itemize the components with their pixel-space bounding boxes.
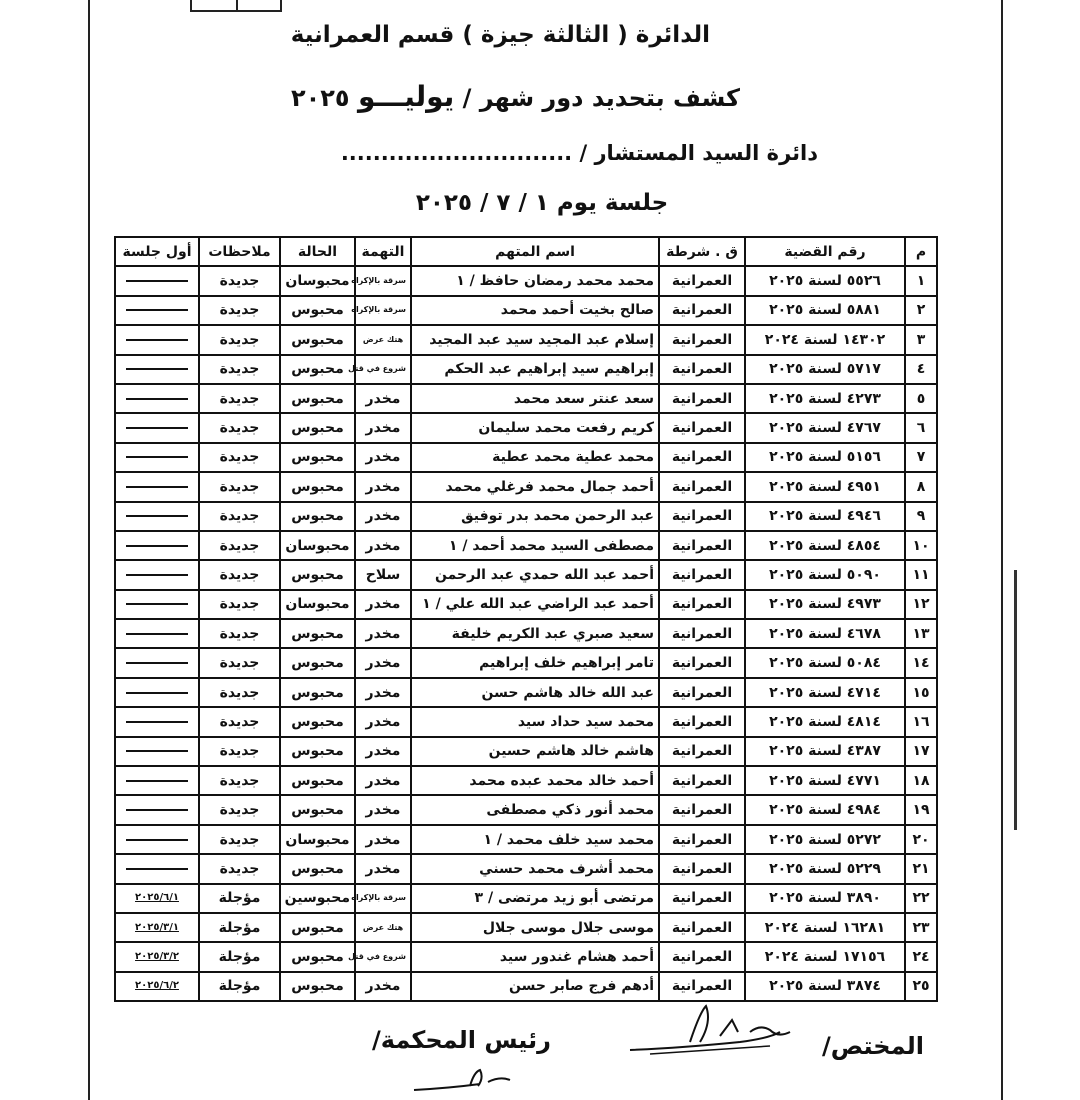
cell-status: محبوس [280,325,355,354]
cell-charge: مخدر [355,619,411,648]
cell-status: محبوسان [280,590,355,619]
cell-charge: مخدر [355,502,411,531]
cell-charge: هتك عرض [355,913,411,942]
cell-police-station: العمرانية [659,472,745,501]
cell-case-number: ٥١٥٦ لسنة ٢٠٢٥ [745,443,905,472]
cell-first-session [115,648,199,677]
table-row [115,472,937,501]
cell-notes: جديدة [199,325,280,354]
table-row [115,942,937,971]
cell-notes: جديدة [199,531,280,560]
cell-case-number: ٣٨٩٠ لسنة ٢٠٢٥ [745,884,905,913]
cell-row-index: ١١ [905,560,937,589]
table-row [115,619,937,648]
table-row [115,502,937,531]
cell-police-station: العمرانية [659,619,745,648]
cell-row-index: ١٠ [905,531,937,560]
cell-first-session [115,678,199,707]
table-row [115,795,937,824]
cell-case-number: ٥٢٢٩ لسنة ٢٠٢٥ [745,854,905,883]
cell-row-index: ٥ [905,384,937,413]
roster-title-prefix: كشف بتحديد دور شهر / [462,84,740,112]
cell-row-index: ١ [905,266,937,295]
cell-police-station: العمرانية [659,825,745,854]
page-right-border [1001,0,1003,1100]
cell-notes: جديدة [199,737,280,766]
cell-defendant-name: محمد سيد حداد سيد [411,707,659,736]
cell-row-index: ١٣ [905,619,937,648]
empty-dash [126,280,188,282]
cell-status: محبوسان [280,825,355,854]
cell-defendant-name: أحمد عبد الله حمدي عبد الرحمن [411,560,659,589]
cell-notes: مؤجلة [199,942,280,971]
cell-case-number: ٤٣٨٧ لسنة ٢٠٢٥ [745,737,905,766]
empty-dash [126,780,188,782]
cell-row-index: ١٤ [905,648,937,677]
cell-charge: مخدر [355,854,411,883]
cell-case-number: ٥٨٨١ لسنة ٢٠٢٥ [745,296,905,325]
cell-notes: جديدة [199,355,280,384]
cell-defendant-name: محمد أنور ذكي مصطفى [411,795,659,824]
empty-dash [126,486,188,488]
cell-status: محبوس [280,560,355,589]
table-row [115,443,937,472]
cell-status: محبوس [280,355,355,384]
table-row [115,913,937,942]
cell-charge: مخدر [355,443,411,472]
cell-defendant-name: أحمد هشام غندور سيد [411,942,659,971]
cell-row-index: ١٨ [905,766,937,795]
cell-police-station: العمرانية [659,384,745,413]
cell-notes: جديدة [199,413,280,442]
cell-charge: مخدر [355,678,411,707]
table-body [115,266,937,1001]
cell-police-station: العمرانية [659,531,745,560]
cell-row-index: ٧ [905,443,937,472]
cell-case-number: ٤٢٧٣ لسنة ٢٠٢٥ [745,384,905,413]
cell-defendant-name: مصطفى السيد محمد أحمد / ١ [411,531,659,560]
empty-dash [126,368,188,370]
cell-charge: مخدر [355,972,411,1001]
cell-defendant-name: سعد عنتر سعد محمد [411,384,659,413]
cell-row-index: ٩ [905,502,937,531]
cell-notes: جديدة [199,619,280,648]
cell-case-number: ٤٧٦٧ لسنة ٢٠٢٥ [745,413,905,442]
empty-dash [126,456,188,458]
empty-dash [126,721,188,723]
specialist-signature-label: المختص/ [822,1032,924,1060]
col-header-notes: ملاحظات [199,237,280,266]
cell-notes: جديدة [199,443,280,472]
cell-first-session [115,854,199,883]
cell-case-number: ١٦٢٨١ لسنة ٢٠٢٤ [745,913,905,942]
cell-police-station: العمرانية [659,737,745,766]
cell-row-index: ٤ [905,355,937,384]
cell-charge: مخدر [355,413,411,442]
cell-police-station: العمرانية [659,560,745,589]
cell-notes: جديدة [199,472,280,501]
table-row [115,531,937,560]
cell-row-index: ٢٢ [905,884,937,913]
cell-row-index: ٢٥ [905,972,937,1001]
cell-first-session [115,384,199,413]
cell-police-station: العمرانية [659,266,745,295]
cell-charge: سرقة بالإكراه [355,296,411,325]
table-row [115,560,937,589]
empty-dash [126,515,188,517]
margin-mark [1014,570,1017,830]
empty-dash [126,339,188,341]
cell-status: محبوس [280,443,355,472]
cell-case-number: ٤٧٧١ لسنة ٢٠٢٥ [745,766,905,795]
table-row [115,325,937,354]
cell-notes: جديدة [199,590,280,619]
president-signature [410,1068,530,1098]
cases-table [114,236,938,1002]
specialist-signature [620,1002,820,1062]
cell-status: محبوس [280,619,355,648]
cell-first-session [115,325,199,354]
cell-first-session [115,296,199,325]
cell-charge: مخدر [355,707,411,736]
cell-charge: مخدر [355,737,411,766]
cell-notes: جديدة [199,384,280,413]
cell-defendant-name: سعيد صبري عبد الكريم خليفة [411,619,659,648]
cell-police-station: العمرانية [659,413,745,442]
cell-police-station: العمرانية [659,913,745,942]
cell-police-station: العمرانية [659,443,745,472]
table-row [115,413,937,442]
cell-case-number: ٤٩٧٣ لسنة ٢٠٢٥ [745,590,905,619]
table-row [115,854,937,883]
cell-first-session: ٢٠٢٥/٣/١ [115,913,199,942]
cell-police-station: العمرانية [659,296,745,325]
cell-first-session [115,619,199,648]
cell-case-number: ٣٨٧٤ لسنة ٢٠٢٥ [745,972,905,1001]
empty-dash [126,603,188,605]
cell-case-number: ٤٩٨٤ لسنة ٢٠٢٥ [745,795,905,824]
empty-dash [126,633,188,635]
cell-defendant-name: مرتضى أبو زيد مرتضى / ٣ [411,884,659,913]
cell-first-session: ٢٠٢٥/٦/١ [115,884,199,913]
cell-status: محبوس [280,913,355,942]
cell-status: محبوس [280,413,355,442]
cell-notes: جديدة [199,296,280,325]
cell-police-station: العمرانية [659,972,745,1001]
cell-first-session [115,560,199,589]
col-header-index: م [905,237,937,266]
cell-case-number: ٥٠٨٤ لسنة ٢٠٢٥ [745,648,905,677]
col-header-defendant-name: اسم المتهم [411,237,659,266]
cell-first-session [115,413,199,442]
cell-status: محبوس [280,972,355,1001]
col-header-case-number: رقم القضية [745,237,905,266]
col-header-status: الحالة [280,237,355,266]
cell-row-index: ٢٤ [905,942,937,971]
cell-notes: جديدة [199,678,280,707]
cell-case-number: ٤٩٥١ لسنة ٢٠٢٥ [745,472,905,501]
cell-row-index: ٢١ [905,854,937,883]
cell-row-index: ٦ [905,413,937,442]
empty-dash [126,427,188,429]
cell-status: محبوس [280,502,355,531]
cell-police-station: العمرانية [659,884,745,913]
cell-row-index: ١٩ [905,795,937,824]
cell-case-number: ٥٢٧٢ لسنة ٢٠٢٥ [745,825,905,854]
cell-row-index: ١٧ [905,737,937,766]
cell-charge: شروع في قتل [355,355,411,384]
cell-first-session [115,766,199,795]
empty-dash [126,692,188,694]
cell-row-index: ٢٠ [905,825,937,854]
cell-status: محبوس [280,384,355,413]
table-header-row [115,237,937,266]
cell-police-station: العمرانية [659,854,745,883]
roster-title [290,80,740,113]
cell-first-session [115,707,199,736]
cell-defendant-name: كريم رفعت محمد سليمان [411,413,659,442]
cell-police-station: العمرانية [659,707,745,736]
cell-first-session [115,443,199,472]
cell-status: محبوس [280,942,355,971]
page-left-border [88,0,90,1100]
judge-circuit-line: دائرة السيد المستشار / ............................. [340,141,818,165]
cell-first-session: ٢٠٢٥/٦/٢ [115,972,199,1001]
cell-status: محبوس [280,678,355,707]
cell-charge: مخدر [355,766,411,795]
cell-defendant-name: محمد محمد رمضان حافظ / ١ [411,266,659,295]
cell-case-number: ١٧١٥٦ لسنة ٢٠٢٤ [745,942,905,971]
cell-row-index: ١٦ [905,707,937,736]
cell-status: محبوس [280,648,355,677]
table-row [115,766,937,795]
cell-notes: جديدة [199,502,280,531]
cell-defendant-name: موسى جلال موسى جلال [411,913,659,942]
table-row [115,355,937,384]
table-row [115,296,937,325]
cell-first-session [115,266,199,295]
cell-case-number: ١٤٣٠٢ لسنة ٢٠٢٤ [745,325,905,354]
cell-charge: مخدر [355,472,411,501]
cell-notes: مؤجلة [199,972,280,1001]
empty-dash [126,545,188,547]
cell-notes: جديدة [199,266,280,295]
cell-defendant-name: محمد أشرف محمد حسني [411,854,659,883]
cell-notes: جديدة [199,560,280,589]
cell-first-session [115,590,199,619]
cell-status: محبوس [280,795,355,824]
cell-case-number: ٥٠٩٠ لسنة ٢٠٢٥ [745,560,905,589]
cell-notes: جديدة [199,766,280,795]
empty-dash [126,868,188,870]
cell-charge: هتك عرض [355,325,411,354]
empty-dash [126,574,188,576]
cell-defendant-name: أحمد جمال محمد فرغلي محمد [411,472,659,501]
cell-police-station: العمرانية [659,648,745,677]
cell-status: محبوس [280,707,355,736]
cell-first-session [115,502,199,531]
cell-charge: مخدر [355,590,411,619]
cell-defendant-name: عبد الرحمن محمد بدر توفيق [411,502,659,531]
cell-notes: جديدة [199,648,280,677]
cell-defendant-name: عبد الله خالد هاشم حسن [411,678,659,707]
empty-dash [126,750,188,752]
cell-police-station: العمرانية [659,678,745,707]
cell-charge: سرقة بالإكراه [355,266,411,295]
roster-month: يوليـــو [357,80,455,113]
cell-notes: جديدة [199,707,280,736]
cell-charge: سلاح [355,560,411,589]
table-row [115,648,937,677]
table-row [115,737,937,766]
cell-case-number: ٤٩٤٦ لسنة ٢٠٢٥ [745,502,905,531]
cell-police-station: العمرانية [659,502,745,531]
cell-first-session [115,472,199,501]
court-circuit-heading: الدائرة ( الثالثة جيزة ) قسم العمرانية [290,22,710,48]
cell-case-number: ٤٨١٤ لسنة ٢٠٢٥ [745,707,905,736]
cell-defendant-name: أحمد خالد محمد عبده محمد [411,766,659,795]
cell-case-number: ٤٧١٤ لسنة ٢٠٢٥ [745,678,905,707]
table-row [115,972,937,1001]
cell-first-session [115,737,199,766]
cell-case-number: ٥٥٢٦ لسنة ٢٠٢٥ [745,266,905,295]
cell-first-session [115,825,199,854]
cell-defendant-name: أدهم فرج صابر حسن [411,972,659,1001]
cell-defendant-name: أحمد عبد الراضي عبد الله علي / ١ [411,590,659,619]
cell-row-index: ٨ [905,472,937,501]
cell-first-session [115,795,199,824]
table-row [115,266,937,295]
cell-notes: جديدة [199,854,280,883]
cell-defendant-name: محمد عطية محمد عطية [411,443,659,472]
cell-defendant-name: هاشم خالد هاشم حسين [411,737,659,766]
table-row [115,384,937,413]
cell-police-station: العمرانية [659,795,745,824]
cell-row-index: ١٥ [905,678,937,707]
cell-charge: مخدر [355,825,411,854]
col-header-charge: التهمة [355,237,411,266]
cell-status: محبوس [280,854,355,883]
cell-charge: سرقة بالإكراه [355,884,411,913]
cell-defendant-name: إسلام عبد المجيد سيد عبد المجيد [411,325,659,354]
table-row [115,884,937,913]
cell-row-index: ٢٣ [905,913,937,942]
cell-status: محبوس [280,766,355,795]
cases-table-wrapper [114,236,936,1002]
empty-dash [126,662,188,664]
cell-police-station: العمرانية [659,766,745,795]
cell-notes: جديدة [199,825,280,854]
cell-case-number: ٥٧١٧ لسنة ٢٠٢٥ [745,355,905,384]
cell-police-station: العمرانية [659,590,745,619]
cell-row-index: ١٢ [905,590,937,619]
cell-status: محبوسان [280,531,355,560]
col-header-police-station: ق . شرطة [659,237,745,266]
table-row [115,590,937,619]
cell-case-number: ٤٨٥٤ لسنة ٢٠٢٥ [745,531,905,560]
cell-defendant-name: محمد سيد خلف محمد / ١ [411,825,659,854]
cell-notes: جديدة [199,795,280,824]
empty-dash [126,839,188,841]
empty-dash [126,809,188,811]
cell-notes: مؤجلة [199,884,280,913]
court-president-label: رئيس المحكمة/ [372,1026,551,1054]
table-row [115,678,937,707]
roster-year: ٢٠٢٥ [290,84,350,112]
cell-status: محبوس [280,737,355,766]
col-header-first-session: أول جلسة [115,237,199,266]
cell-case-number: ٤٦٧٨ لسنة ٢٠٢٥ [745,619,905,648]
empty-dash [126,309,188,311]
cell-defendant-name: تامر إبراهيم خلف إبراهيم [411,648,659,677]
cell-status: محبوس [280,296,355,325]
top-edge-box [190,0,282,12]
cell-police-station: العمرانية [659,355,745,384]
cell-status: محبوسين [280,884,355,913]
cell-first-session [115,355,199,384]
cell-notes: مؤجلة [199,913,280,942]
cell-defendant-name: إبراهيم سيد إبراهيم عبد الحكم [411,355,659,384]
table-row [115,825,937,854]
cell-first-session [115,531,199,560]
cell-status: محبوس [280,472,355,501]
cell-police-station: العمرانية [659,325,745,354]
cell-row-index: ٢ [905,296,937,325]
cell-charge: مخدر [355,648,411,677]
cell-charge: مخدر [355,795,411,824]
cell-row-index: ٣ [905,325,937,354]
empty-dash [126,398,188,400]
table-row [115,707,937,736]
cell-status: محبوسان [280,266,355,295]
cell-police-station: العمرانية [659,942,745,971]
cell-charge: مخدر [355,384,411,413]
cell-charge: شروع في قتل [355,942,411,971]
cell-first-session: ٢٠٢٥/٣/٢ [115,942,199,971]
cell-defendant-name: صالح بخيت أحمد محمد [411,296,659,325]
cell-charge: مخدر [355,531,411,560]
session-date: جلسة يوم ١ / ٧ / ٢٠٢٥ [415,190,669,216]
